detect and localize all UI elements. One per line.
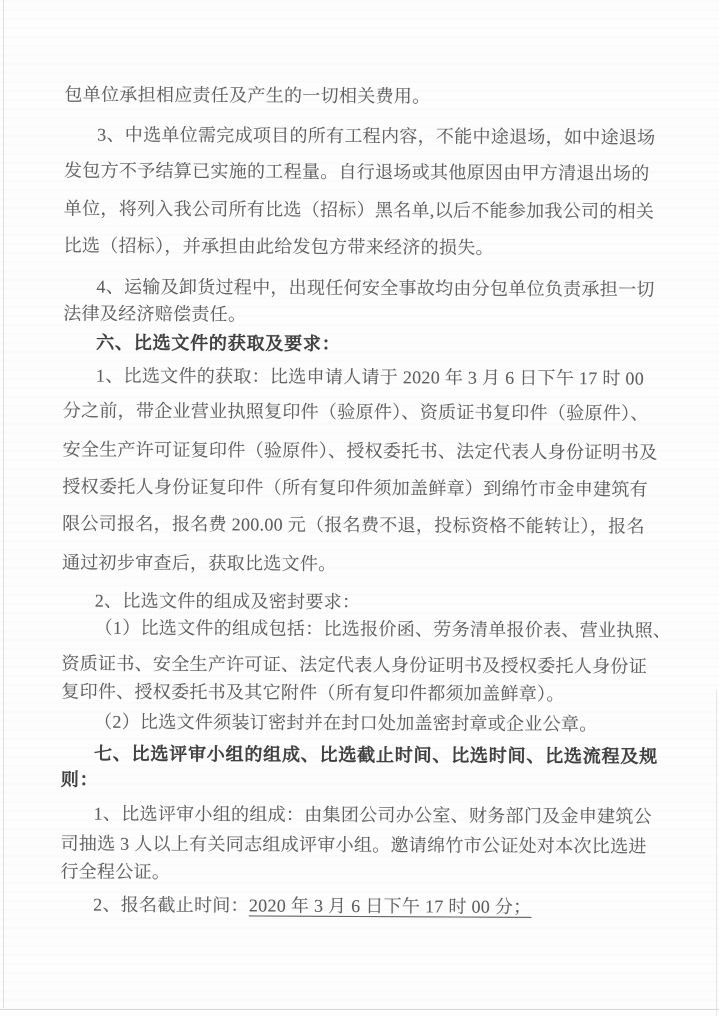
text-line: 复印件、授权委托书及其它附件（所有复印件都须加盖鲜章）。: [61, 681, 565, 705]
text-line: 3、中选单位需完成项目的所有工程内容，不能中途退场，如中途退场: [97, 124, 656, 148]
text-line: 比选（招标），并承担由此给发包方带来经济的损失。: [63, 235, 494, 258]
heading-line: 则：: [60, 769, 99, 790]
deadline-date-underlined: 2020 年 3 月 6 日下午 17 时 00 分；: [248, 895, 532, 917]
heading-line: 七、比选评审小组的组成、比选截止时间、比选时间、比选流程及规: [93, 743, 659, 767]
text-line: 2、比选文件的组成及密封要求：: [94, 590, 361, 613]
text-line: 4、运输及卸货过程中，出现任何安全事故均由分包单位负责承担一切: [96, 276, 655, 300]
text-line: 1、比选文件的获取：比选申请人请于 2020 年 3 月 6 日下午 17 时 00: [95, 365, 645, 389]
text-line: （2）比选文件须装订密封并在封口处加盖密封章或企业公章。: [94, 711, 598, 735]
text-line: 限公司报名，报名费 200.00 元（报名费不退，投标资格不能转让），报名: [62, 513, 645, 537]
heading-line: 六、比选文件的获取及要求：: [96, 332, 341, 354]
text-line: 行全程公证。: [60, 861, 171, 883]
text-line: 法律及经济赔偿责任。: [63, 303, 247, 325]
text-line: 司抽选 3 人以上有关同志组成评审小组。邀请绵竹市公证处对本次比选进: [60, 833, 647, 857]
text-line: 资质证书、安全生产许可证、法定代表人身份证明书及授权委托人身份证: [61, 653, 648, 677]
deadline-label: 2、报名截止时间：: [93, 894, 249, 916]
text-line: 授权委托人身份证复印件（所有复印件须加盖鲜章）到绵竹市金申建筑有: [62, 476, 649, 500]
text-line: 包单位承担相应责任及产生的一切相关费用。: [64, 84, 431, 107]
text-line: 安全生产许可证复印件（验原件）、授权委托书、法定代表人身份证明书及: [62, 439, 658, 463]
text-line: 通过初步审查后，获取比选文件。: [61, 552, 337, 574]
text-line: 单位，将列入我公司所有比选（招标）黑名单,以后不能参加我公司的相关: [63, 198, 655, 222]
text-line: 发包方不予结算已实施的工程量。自行退场或其他原因由甲方清退出场的: [63, 160, 650, 184]
text-line: （1）比选文件的组成包括：比选报价函、劳务清单报价表、营业执照、: [94, 617, 672, 641]
text-line: 1、比选评审小组的组成：由集团公司办公室、财务部门及金申建筑公: [93, 803, 653, 827]
text-line: 分之前，带企业营业执照复印件（验原件）、资质证书复印件（验原件）、: [62, 400, 649, 424]
text-line: [93, 894, 531, 918]
